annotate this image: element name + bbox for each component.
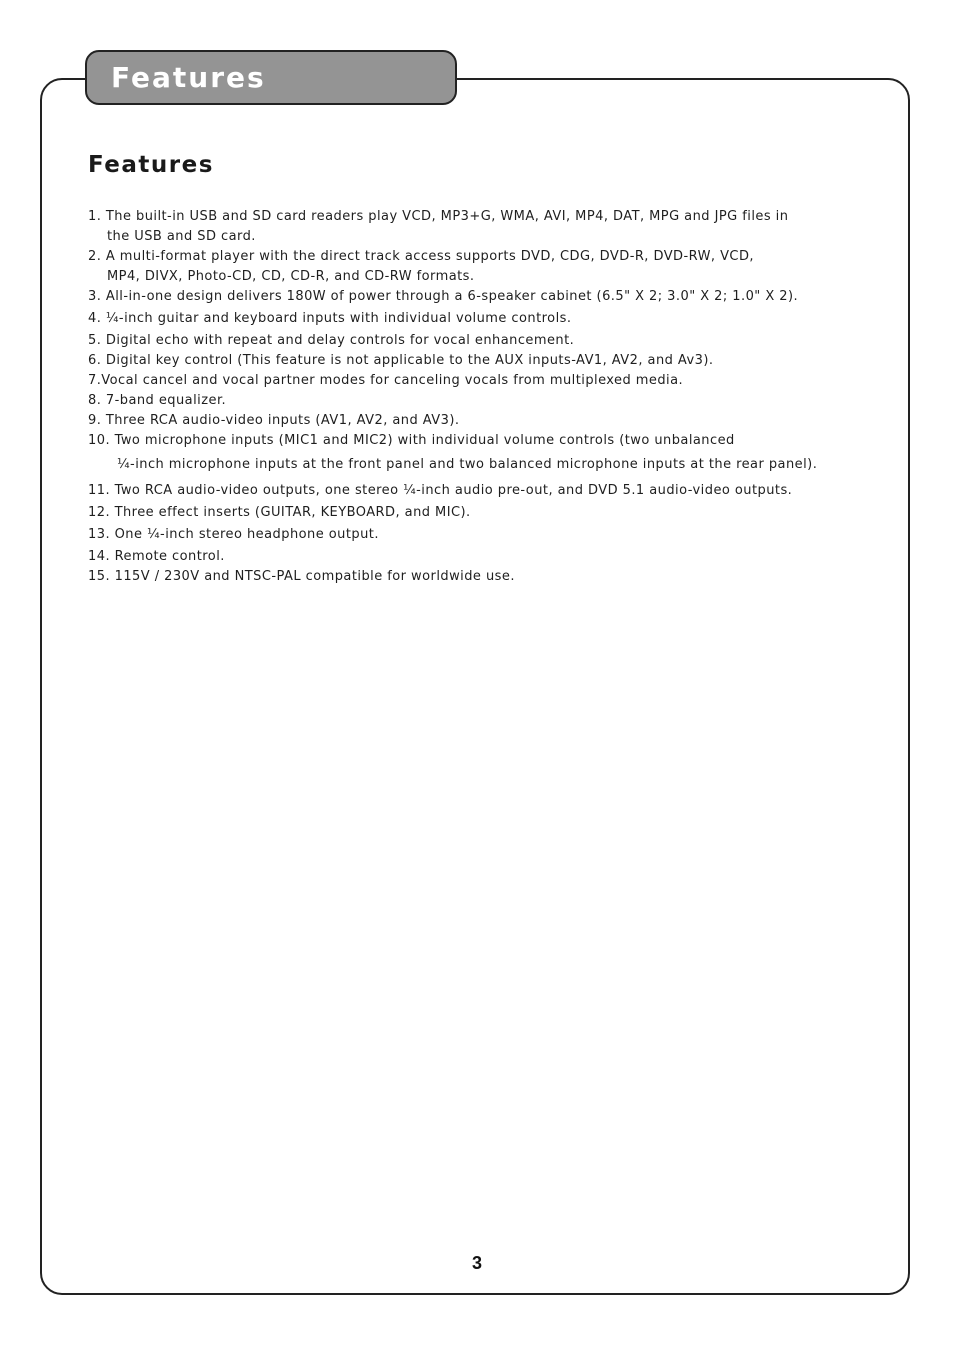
feature-item-12 bbox=[88, 503, 833, 523]
feature-12-text: 12. Three effect inserts (GUITAR, KEYBOARD, and MIC). bbox=[88, 505, 471, 520]
feature-item-2 bbox=[88, 247, 833, 287]
feature-item-3 bbox=[88, 287, 833, 307]
feature-item-1 bbox=[88, 207, 833, 247]
header-tab bbox=[85, 50, 457, 105]
feature-item-9 bbox=[88, 411, 833, 431]
feature-2-line-2: MP4, DIVX, Photo-CD, CD, CD-R, and CD-RW formats. bbox=[107, 269, 475, 284]
feature-item-7 bbox=[88, 371, 833, 391]
feature-10-line-2: ¼-inch microphone inputs at the front panel and two balanced microphone inputs at the rear panel). bbox=[117, 457, 818, 472]
feature-13-text: 13. One ¼-inch stereo headphone output. bbox=[88, 527, 379, 542]
feature-10-line-1: 10. Two microphone inputs (MIC1 and MIC2) with individual volume controls (two unbalanced bbox=[88, 433, 735, 448]
feature-5-text: 5. Digital echo with repeat and delay controls for vocal enhancement. bbox=[88, 333, 575, 348]
feature-7-text: 7.Vocal cancel and vocal partner modes for canceling vocals from multiplexed media. bbox=[88, 373, 684, 388]
feature-item-11 bbox=[88, 479, 833, 503]
feature-14-text: 14. Remote control. bbox=[88, 549, 225, 564]
feature-item-6 bbox=[88, 351, 833, 371]
feature-1-line-2: the USB and SD card. bbox=[107, 229, 256, 244]
feature-2-line-1: 2. A multi-format player with the direct track access supports DVD, CDG, DVD-R, DVD-RW, VCD, bbox=[88, 249, 754, 264]
feature-item-14 bbox=[88, 547, 833, 567]
feature-item-5 bbox=[88, 331, 833, 351]
feature-15-text: 15. 115V / 230V and NTSC-PAL compatible for worldwide use. bbox=[88, 569, 515, 584]
feature-list bbox=[88, 207, 833, 587]
feature-1-line-1: 1. The built-in USB and SD card readers play VCD, MP3+G, WMA, AVI, MP4, DAT, MPG and JPG files in bbox=[88, 209, 789, 224]
feature-6-text: 6. Digital key control (This feature is not applicable to the AUX inputs-AV1, AV2, and Av3). bbox=[88, 353, 714, 368]
feature-item-10 bbox=[88, 431, 833, 479]
feature-4-text: 4. ¼-inch guitar and keyboard inputs with individual volume controls. bbox=[88, 311, 572, 326]
page-number: 3 bbox=[471, 1253, 482, 1273]
feature-8-text: 8. 7-band equalizer. bbox=[88, 393, 227, 408]
section-title: Features bbox=[88, 152, 214, 178]
feature-item-15 bbox=[88, 567, 833, 587]
feature-item-8 bbox=[88, 391, 833, 411]
feature-9-text: 9. Three RCA audio-video inputs (AV1, AV2, and AV3). bbox=[88, 413, 460, 428]
header-tab-title: Features bbox=[111, 61, 266, 94]
feature-item-13 bbox=[88, 523, 833, 547]
feature-item-4 bbox=[88, 307, 833, 331]
feature-3-text: 3. All-in-one design delivers 180W of power through a 6-speaker cabinet (6.5" X 2; 3.0" X 2; 1.0" X 2). bbox=[88, 289, 799, 304]
feature-11-text: 11. Two RCA audio-video outputs, one stereo ¼-inch audio pre-out, and DVD 5.1 audio-video outputs. bbox=[88, 483, 793, 498]
